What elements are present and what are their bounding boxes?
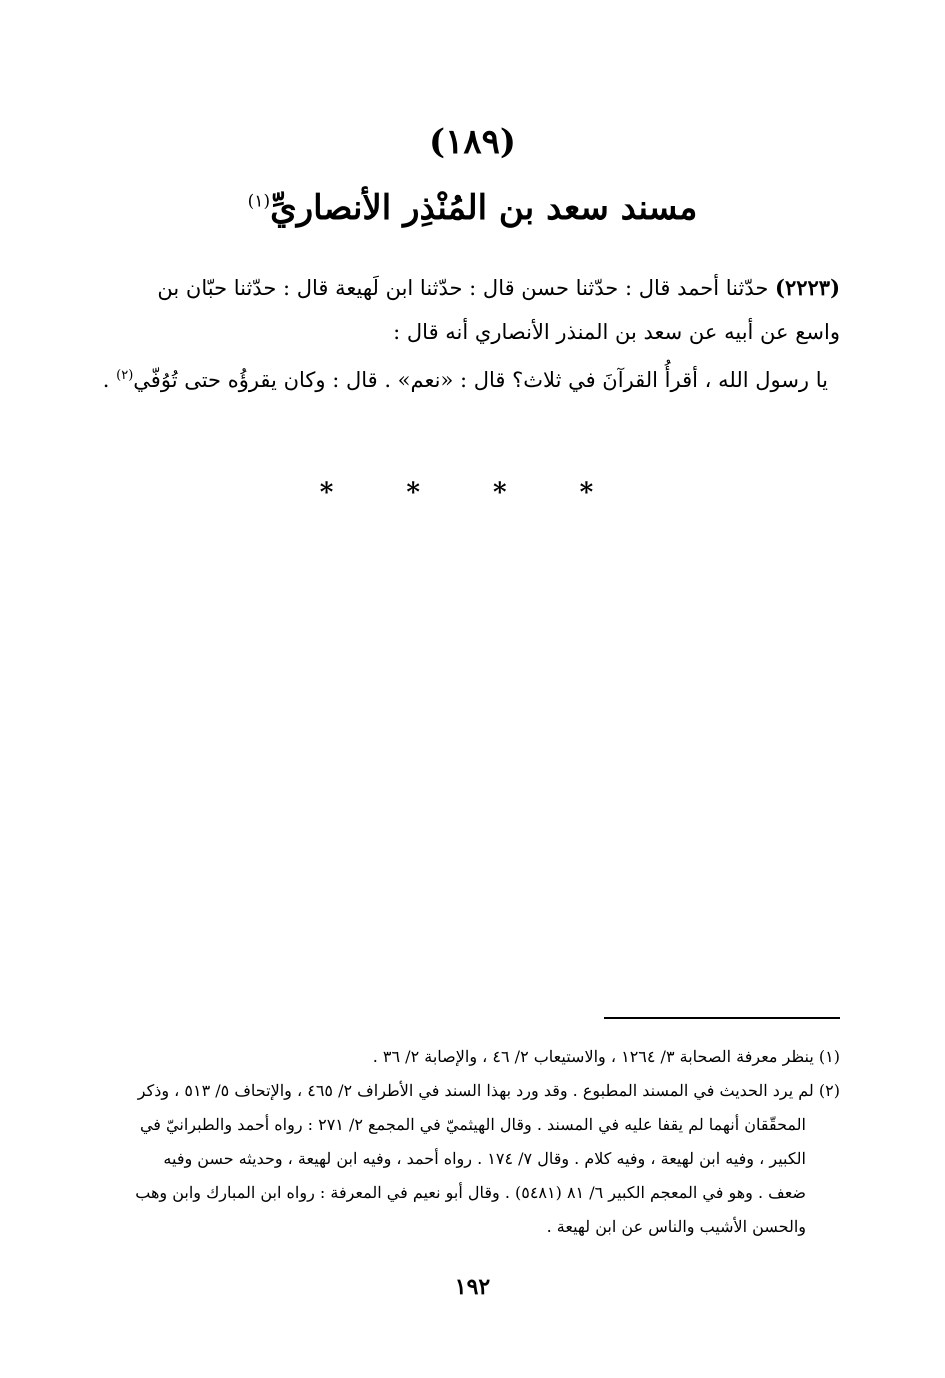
page-number: ١٩٢ [454, 1274, 491, 1300]
footnotes [78, 1040, 840, 1244]
hadith-line-2: واسع عن أبيه عن سعد بن المنذر الأنصاري أنه قال : [393, 320, 840, 344]
hadith-line-1: (٢٢٢٣) حدّثنا أحمد قال : حدّثنا حسن قال : حدّثنا ابن لَهيعة قال : حدّثنا حبّان بن [157, 275, 840, 300]
chapter-number: (١٨٩) [429, 122, 516, 162]
footnote-marker: (٢) [818, 1081, 840, 1100]
footnote-marker: (١) [818, 1047, 840, 1066]
footnote-text: المحقّقان أنهما لم يقفا عليه في المسند . وقال الهيثميّ في المجمع ٢/ ٢٧١ : رواه أحمد والطبرانيّ في [139, 1115, 806, 1134]
section-separator: * * * * [319, 478, 626, 508]
footnote-text: ينظر معرفة الصحابة ٣/ ١٢٦٤ ، والاستيعاب ٢/ ٤٦ ، والإصابة ٢/ ٣٦ . [372, 1047, 814, 1066]
hadith-footnote-ref: (٢) [116, 368, 134, 383]
chapter-title [0, 188, 945, 228]
footnote-text: الكبير ، وفيه ابن لهيعة ، وفيه كلام . وقال ٧/ ١٧٤ . رواه أحمد ، وفيه ابن لهيعة ، وحديثه حسن وفيه [163, 1149, 806, 1168]
footnote-divider [604, 1017, 840, 1019]
footnote-text: والحسن الأشيب والناس عن ابن لهيعة . [546, 1217, 806, 1236]
chapter-title-footnote-ref: (١) [247, 191, 271, 212]
hadith-text [78, 266, 840, 402]
footnote-text: ضعف . وهو في المعجم الكبير ٦/ ٨١ (٥٤٨١) . وقال أبو نعيم في المعرفة : رواه ابن المبارك وابن وهب [135, 1183, 806, 1202]
hadith-line-3: يا رسول الله ، أقرأُ القرآنَ في ثلاث؟ قال : «نعم» . قال : وكان يقرؤُه حتى تُوُفّي$^{(٢)}$ . [102, 368, 828, 392]
footnote-1 [78, 1040, 840, 1074]
footnote-text: لم يرد الحديث في المسند المطبوع . وقد ورد بهذا السند في الأطراف ٢/ ٤٦٥ ، والإتحاف ٥/ ٥١٣ ، وذكر [137, 1081, 814, 1100]
hadith-number: (٢٢٢٣) [775, 275, 840, 300]
chapter-title-text: مسند سعد بن المُنْذِر الأنصاريِّ [270, 188, 698, 228]
footnote-2 [78, 1074, 840, 1244]
